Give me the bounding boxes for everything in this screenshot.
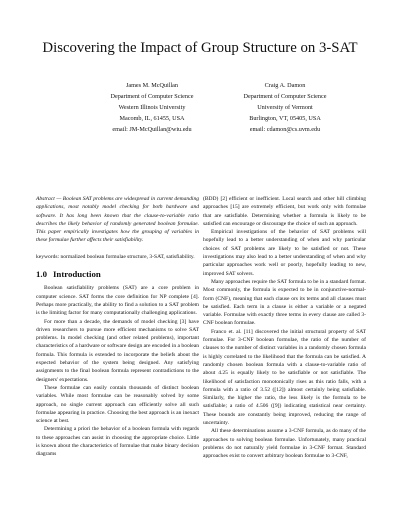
author-organization: University of Vermont bbox=[257, 104, 313, 112]
author-name: Craig A. Damon bbox=[264, 82, 306, 89]
author-name: James M. McQuillan bbox=[125, 82, 179, 89]
section-title: Introduction bbox=[53, 269, 101, 280]
author-city: Burlington, VT, 05405, USA bbox=[249, 115, 321, 123]
body-paragraph: (BDD) [2] efficient or inefficient. Local search and other hill climbing approaches [15] are extremely efficient, but work only with formulae that are satisfiable. Determining whether a formula is likely to be satisfied can encourage or discourage the choice of such an approach. bbox=[203, 196, 366, 227]
author-email: email: cdamon@cs.uvm.edu bbox=[249, 126, 321, 134]
left-column bbox=[36, 195, 199, 459]
abstract-label: Abstract bbox=[36, 196, 55, 202]
right-column bbox=[203, 195, 366, 461]
abstract bbox=[36, 195, 199, 245]
body-paragraph: For more than a decade, the demands of model checking [3] have driven researchers to pursue more efficient mechanisms to solve SAT problems. In model checking (and other related problems), important characteristics of a hardware or software design are encoded in a boolean formula. This formula is extended to incorporate the beliefs about the expected behavior of the system being designed. Any satisfying assignments to the final boolean formula represent contradictions to the designers' expectations. bbox=[36, 318, 199, 383]
paper-title: Discovering the Impact of Group Structure on 3-SAT bbox=[42, 40, 358, 56]
section-number: 1.0 bbox=[36, 269, 47, 280]
body-paragraph: Empirical investigations of the behavior of SAT problems will hopefully lead to a better understanding of when and why particular choices of SAT problems are likely to be satisfied or not. These investigations may also lead to a better understanding of when and why particular approaches work well or poorly, hopefully leading to new, improved SAT solvers. bbox=[203, 229, 366, 277]
body-paragraph: All these determinations assume a 3-CNF formula, as do many of the approaches to solving boolean formulae. Unfortunately, many practical problems do not naturally yield formulae in 3-CNF format. Standard approaches exist to convert arbitrary boolean formulae to 3-CNF, bbox=[203, 428, 366, 460]
body-paragraph: Franco et. al. [11] discovered the initial structural property of SAT formulae. For 3-CNF boolean formulae, the ratio of the number of clauses to the number of distinct variables in a randomly chosen formula is highly correlated to the likelihood that the formula can be satisfied. A randomly chosen boolean formula with a clause-to-variable ratio of about 4.25 is equally likely to be satisfiable or not satisfiable. The likelihood of satisfaction monotonically rises as this ratio falls, with a formula with a ratio of 3.52 ([12]) almost certainly being satisfiable. Similarly, the higher the ratio, the less likely is the formula to be satisfiable; a ratio of 4.506 ([9]) indicating statistical near certainty. These bounds are constantly being improved, reducing the range of uncertainty. bbox=[203, 328, 366, 427]
author-block-2 bbox=[205, 80, 365, 135]
author-department: Department of Computer Science bbox=[243, 93, 327, 101]
body-paragraph: Many approaches require the SAT formula to be in a standard format. Most commonly, the formula is expected to be in conjunctive-normal-form (CNF), meaning that each clause ors its terms and all clauses must be satisfied. Each term in a clause is either a variable or a negated variable. Formulae with exactly three terms in every clause are called 3-CNF boolean formulae. bbox=[203, 278, 366, 327]
body-paragraph: Determining a priori the behavior of a boolean formula with regards to these approaches can assist in choosing the appropriate choice. Little is known about the characteristics of formulae that make binary decision diagrams bbox=[36, 426, 199, 458]
author-email: email: JM-McQuillan@wiu.edu bbox=[112, 126, 192, 134]
author-city: Macomb, IL, 61455, USA bbox=[119, 115, 185, 123]
keywords: keywords: normalized boolean formulae structure, 3-SAT, satisfiability. bbox=[36, 253, 195, 260]
author-organization: Western Illinois University bbox=[118, 104, 186, 112]
body-paragraph: Boolean satisfiability problems (SAT) are a core problem in computer science. SAT forms the core definition for NP complete [4]. Perhaps more practically, the ability to find a solution to a SAT problem is the limiting factor for many computationally challenging applications. bbox=[36, 285, 199, 317]
body-paragraph: These formulae can easily contain thousands of distinct boolean variables. While most formulae can be reasonably solved by some approach, no single current approach can efficiently solve all such formulae appearing in practice. Choosing the best approach is an inexact science at best. bbox=[36, 384, 199, 425]
abstract-text: — Boolean SAT problems are widespread in current demanding applications, most notably model checking for both hardware and software. It has long been known that the clause-to-variable ratio describes the likely behavior of randomly generated boolean formulae. This paper empirically investigates how the grouping of variables in these formulae further affects their satisfiability. bbox=[36, 196, 199, 244]
author-department: Department of Computer Science bbox=[110, 93, 194, 101]
section-heading bbox=[36, 270, 199, 278]
